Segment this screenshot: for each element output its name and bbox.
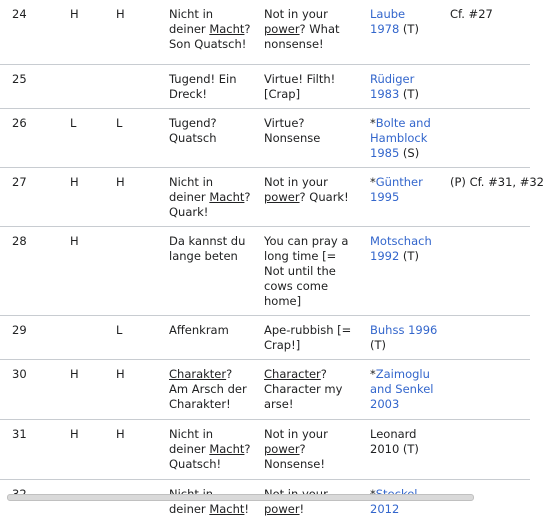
underlined-term: power (264, 22, 300, 36)
text-fragment: ? Son Quatsch! (169, 22, 251, 51)
text-fragment: Affenkram (169, 322, 229, 337)
source-cell (364, 64, 444, 108)
row-number-cell: 31 (0, 419, 64, 479)
german-text-cell (163, 108, 258, 167)
text-fragment: ! (299, 501, 305, 516)
source-suffix: (S) (399, 145, 420, 160)
row-number-cell: 27 (0, 167, 64, 226)
note-cell (444, 479, 530, 529)
underlined-term: Charakter (169, 366, 227, 381)
table-row (0, 0, 530, 64)
text-fragment: ? Am Arsch der Charakter! (169, 366, 247, 411)
english-text-cell (258, 419, 364, 479)
source-link[interactable]: Günther 1995 (370, 174, 423, 204)
english-text-cell (258, 0, 364, 64)
code-a-cell (64, 479, 110, 529)
asterisk-marker: * (370, 174, 376, 189)
underlined-term: power (264, 189, 300, 204)
code-b-cell (110, 64, 163, 108)
german-text-cell (163, 479, 258, 529)
table-row (0, 167, 530, 226)
row-number-cell: 29 (0, 315, 64, 359)
code-b-cell: H (110, 167, 163, 226)
note-cell (444, 226, 530, 315)
code-a-cell: L (64, 108, 110, 167)
text-fragment: ? Character my arse! (264, 366, 343, 411)
source-suffix: (T) (399, 86, 419, 101)
code-a-cell: H (64, 167, 110, 226)
text-fragment: ? Nonsense! (264, 441, 325, 471)
underlined-term: Macht (209, 22, 245, 36)
german-text-cell (163, 419, 258, 479)
row-number-cell: 24 (0, 0, 64, 64)
row-number-cell: 30 (0, 359, 64, 419)
code-b-cell (110, 479, 163, 529)
english-text-cell (258, 226, 364, 315)
asterisk-marker: * (370, 115, 376, 130)
source-cell (364, 226, 444, 315)
code-b-cell (110, 226, 163, 315)
text-fragment: Da kannst du lange beten (169, 233, 246, 263)
table-row (0, 419, 530, 479)
text-fragment: ! (244, 501, 250, 516)
code-b-cell: H (110, 419, 163, 479)
table-row (0, 226, 530, 315)
underlined-term: Macht (209, 501, 245, 516)
source-cell (364, 359, 444, 419)
code-a-cell: H (64, 419, 110, 479)
source-cell (364, 167, 444, 226)
code-b-cell: H (110, 0, 163, 64)
english-text-cell (258, 108, 364, 167)
source-link[interactable]: Zaimoglu and Senkel 2003 (370, 366, 434, 411)
text-fragment: Nicht in deiner (169, 426, 214, 456)
source-suffix: (T) (399, 248, 419, 263)
code-a-cell: H (64, 226, 110, 315)
table-row (0, 479, 530, 529)
text-fragment: Ape-rubbish [= Crap!] (264, 322, 352, 352)
underlined-term: power (264, 441, 300, 456)
text-fragment: You can pray a long time [= Not until the cows come home] (264, 233, 349, 308)
text-fragment: Virtue? Nonsense (264, 115, 321, 145)
note-cell (444, 315, 530, 359)
text-fragment: ? What nonsense! (264, 22, 340, 51)
table-row (0, 64, 530, 108)
text-fragment: Not in your (264, 7, 328, 21)
text-fragment: ? Quark! (169, 189, 251, 219)
german-text-cell (163, 167, 258, 226)
source-cell (364, 315, 444, 359)
asterisk-marker: * (370, 366, 376, 381)
code-a-cell: H (64, 359, 110, 419)
code-b-cell: L (110, 108, 163, 167)
horizontal-scrollbar[interactable] (7, 494, 474, 501)
code-a-cell (64, 315, 110, 359)
underlined-term: Character (264, 366, 321, 381)
table-row (0, 359, 530, 419)
source-link[interactable]: Buhss 1996 (370, 322, 438, 337)
source-cell (364, 479, 444, 529)
english-text-cell (258, 359, 364, 419)
source-link[interactable]: Motschach 1992 (370, 233, 432, 263)
note-cell: (P) Cf. #31, #32 (444, 167, 530, 226)
row-number-cell: 28 (0, 226, 64, 315)
english-text-cell (258, 479, 364, 529)
source-suffix: (T) (399, 22, 419, 36)
table-row (0, 315, 530, 359)
source-link[interactable]: Rüdiger 1983 (370, 71, 415, 101)
source-link[interactable]: Bolte and Hamblock 1985 (370, 115, 431, 160)
german-text-cell (163, 315, 258, 359)
note-cell (444, 108, 530, 167)
note-cell: Cf. #27 (444, 0, 530, 64)
underlined-term: Macht (209, 441, 245, 456)
text-fragment: ? Quatsch! (169, 441, 251, 471)
source-cell (364, 108, 444, 167)
text-fragment: Not in your (264, 174, 328, 189)
source-cell (364, 0, 444, 64)
text-fragment: Tugend? Quatsch (169, 115, 217, 145)
note-cell (444, 359, 530, 419)
underlined-term: power (264, 501, 300, 516)
note-cell (444, 419, 530, 479)
source-suffix: Leonard 2010 (T) (370, 426, 419, 456)
english-text-cell (258, 315, 364, 359)
text-fragment: Virtue! Filth! [Crap] (264, 71, 336, 101)
table-row (0, 108, 530, 167)
source-cell (364, 419, 444, 479)
english-text-cell (258, 167, 364, 226)
source-link[interactable]: 2012 (370, 501, 400, 516)
code-b-cell: L (110, 315, 163, 359)
text-fragment: Nicht in deiner (169, 174, 214, 204)
german-text-cell (163, 359, 258, 419)
source-suffix: (T) (370, 337, 386, 352)
text-fragment: deiner (169, 501, 206, 516)
code-a-cell: H (64, 0, 110, 64)
german-text-cell (163, 64, 258, 108)
code-b-cell: H (110, 359, 163, 419)
text-fragment: Nicht in deiner (169, 7, 214, 36)
text-fragment: Tugend! Ein Dreck! (169, 71, 237, 101)
note-cell (444, 64, 530, 108)
text-fragment: ? Quark! (299, 189, 349, 204)
row-number-cell: 26 (0, 108, 64, 167)
code-a-cell (64, 64, 110, 108)
german-text-cell (163, 0, 258, 64)
source-link[interactable]: Laube 1978 (370, 7, 406, 36)
underlined-term: Macht (209, 189, 245, 204)
german-text-cell (163, 226, 258, 315)
text-fragment: Not in your (264, 426, 328, 441)
row-number-cell (0, 479, 64, 529)
english-text-cell (258, 64, 364, 108)
row-number-cell: 25 (0, 64, 64, 108)
